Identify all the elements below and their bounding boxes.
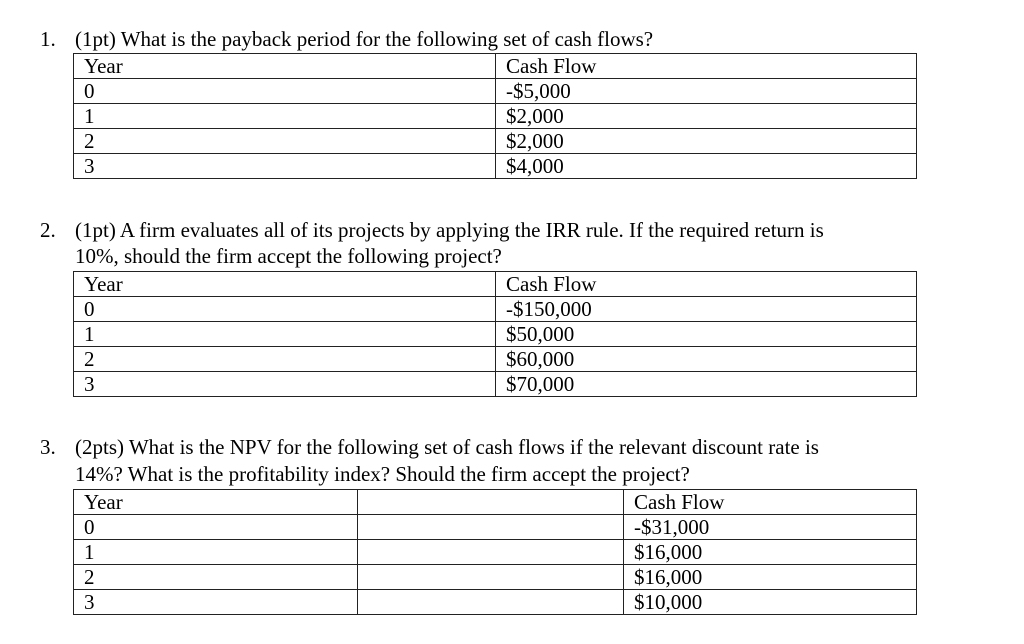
cell-year: 0 xyxy=(74,515,358,540)
table-row xyxy=(74,590,917,615)
cell-year: 3 xyxy=(74,154,496,179)
question-1-number: 1. xyxy=(40,27,56,51)
table-header-row xyxy=(74,272,917,297)
table-row xyxy=(74,154,917,179)
header-year: Year xyxy=(74,54,496,79)
cell-cash-flow: -$150,000 xyxy=(496,297,917,322)
cell-year: 0 xyxy=(74,79,496,104)
table-row xyxy=(74,79,917,104)
cell-year: 1 xyxy=(74,104,496,129)
cell-cash-flow: $2,000 xyxy=(496,129,917,154)
question-2-text-line-1: (1pt) A firm evaluates all of its projects by applying the IRR rule. If the required return is xyxy=(75,218,824,242)
table-header-row xyxy=(74,490,917,515)
cell-year: 2 xyxy=(74,129,496,154)
table-row xyxy=(74,104,917,129)
cell-year: 3 xyxy=(74,372,496,397)
cell-cash-flow: -$5,000 xyxy=(496,79,917,104)
question-2-table xyxy=(73,271,917,397)
question-2-text-line-2: 10%, should the firm accept the following project? xyxy=(75,244,502,268)
header-year: Year xyxy=(74,272,496,297)
header-year: Year xyxy=(74,490,358,515)
table-row xyxy=(74,347,917,372)
cell-year: 3 xyxy=(74,590,358,615)
cell-cash-flow: $60,000 xyxy=(496,347,917,372)
cell-cash-flow: $2,000 xyxy=(496,104,917,129)
question-3-number: 3. xyxy=(40,435,56,459)
header-blank xyxy=(358,490,624,515)
cell-blank xyxy=(358,515,624,540)
table-header-row xyxy=(74,54,917,79)
cell-cash-flow: -$31,000 xyxy=(624,515,917,540)
cell-cash-flow: $70,000 xyxy=(496,372,917,397)
cell-blank xyxy=(358,590,624,615)
cell-year: 2 xyxy=(74,347,496,372)
cell-cash-flow: $10,000 xyxy=(624,590,917,615)
question-3-text-line-2: 14%? What is the profitability index? Should the firm accept the project? xyxy=(75,462,690,486)
cell-year: 0 xyxy=(74,297,496,322)
question-3-table xyxy=(73,489,917,615)
cell-cash-flow: $4,000 xyxy=(496,154,917,179)
table-row xyxy=(74,515,917,540)
question-1-table xyxy=(73,53,917,179)
question-2-number: 2. xyxy=(40,218,56,242)
cell-blank xyxy=(358,565,624,590)
question-3-text-line-1: (2pts) What is the NPV for the following set of cash flows if the relevant discount rate is xyxy=(75,435,819,459)
cell-cash-flow: $16,000 xyxy=(624,565,917,590)
table-row xyxy=(74,565,917,590)
table-row xyxy=(74,129,917,154)
header-cash-flow: Cash Flow xyxy=(624,490,917,515)
cell-cash-flow: $50,000 xyxy=(496,322,917,347)
cell-blank xyxy=(358,540,624,565)
header-cash-flow: Cash Flow xyxy=(496,54,917,79)
table-row xyxy=(74,540,917,565)
header-cash-flow: Cash Flow xyxy=(496,272,917,297)
table-row xyxy=(74,322,917,347)
question-1-text: (1pt) What is the payback period for the following set of cash flows? xyxy=(75,27,654,51)
table-row xyxy=(74,372,917,397)
cell-year: 1 xyxy=(74,322,496,347)
table-row xyxy=(74,297,917,322)
cell-year: 2 xyxy=(74,565,358,590)
cell-cash-flow: $16,000 xyxy=(624,540,917,565)
cell-year: 1 xyxy=(74,540,358,565)
